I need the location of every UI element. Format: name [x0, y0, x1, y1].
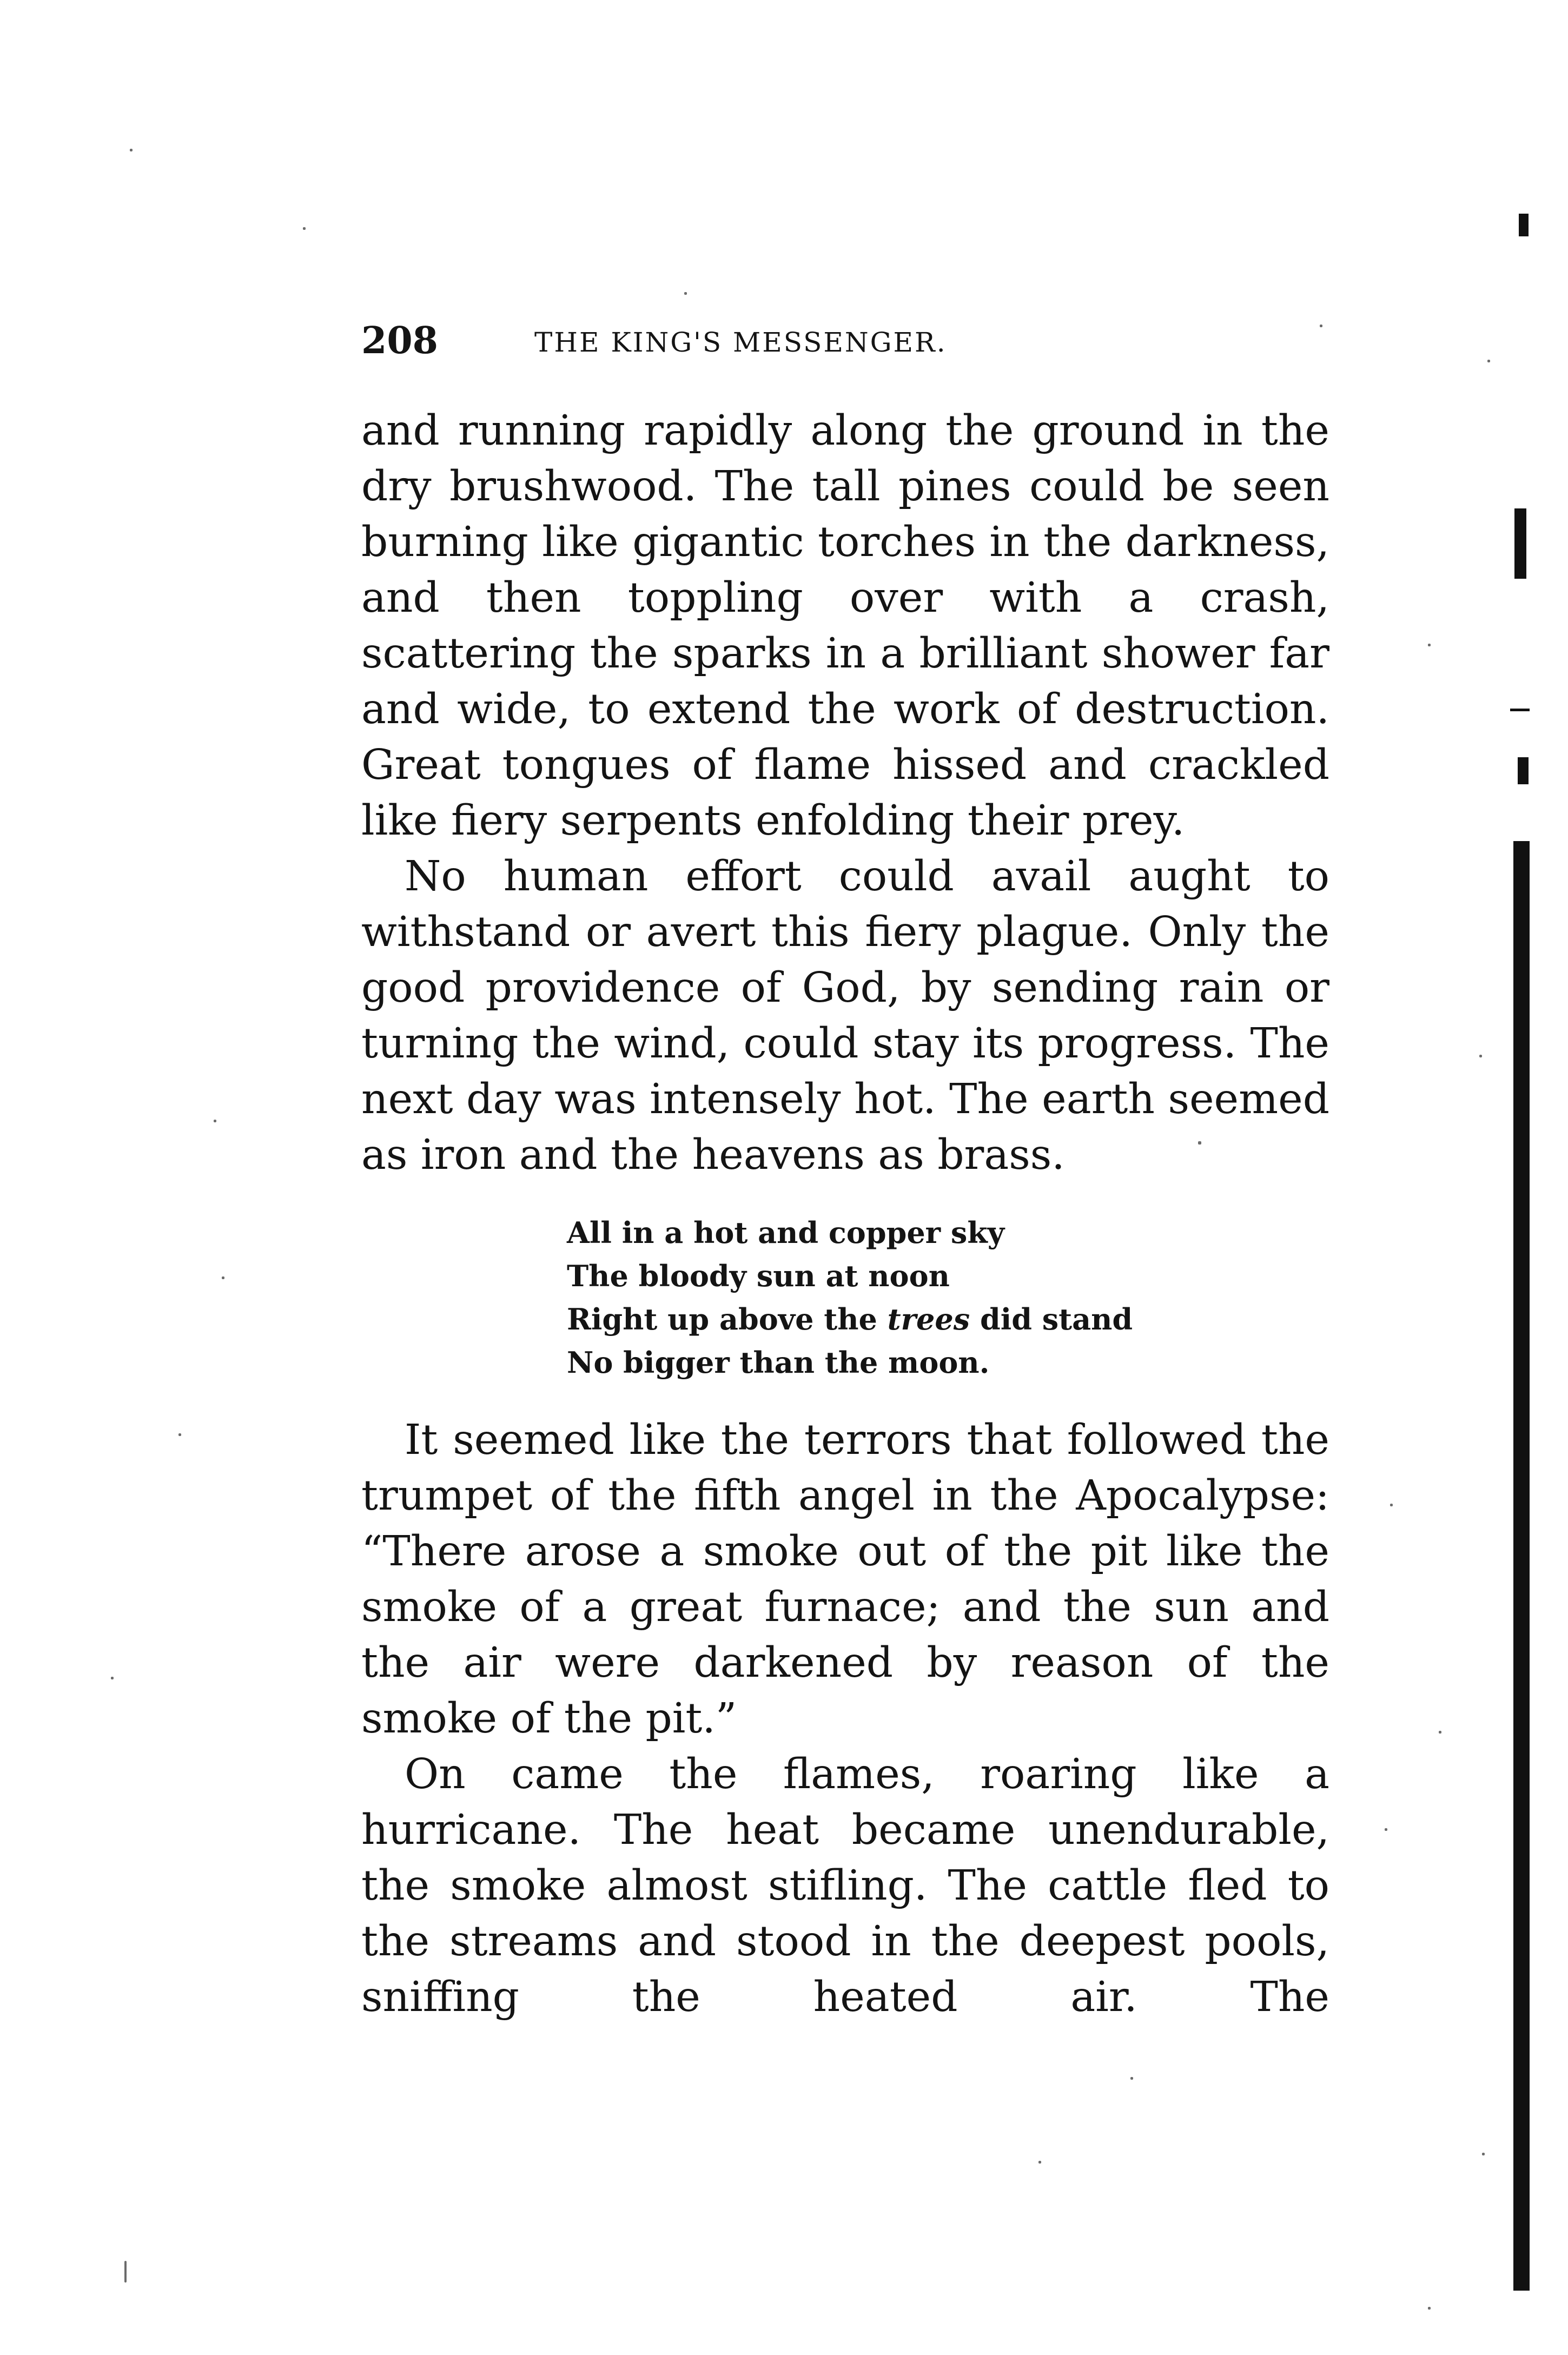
paragraph-1: and running rapidly along the ground in the dry brushwood. The tall pines could be seen burning like gigantic torches in the darkness, and then toppling over with a crash, scattering the sparks in a brilliant shower far and wide, to extend the work of destruction. Great tongues of flame hissed and crackled like fiery serpents enfolding their prey.: [361, 407, 1329, 845]
verse-quotation: [567, 1211, 1329, 1384]
scan-speck: [1038, 2161, 1041, 2164]
scan-speck: [178, 1433, 181, 1436]
scan-speck: [1428, 644, 1431, 646]
scan-speck: [222, 1276, 224, 1279]
running-title: THE KING'S MESSENGER.: [534, 327, 947, 358]
verse-line-3: [567, 1298, 1329, 1341]
scan-speck: [1487, 360, 1490, 362]
scan-speck: [303, 227, 306, 230]
page-number: 208: [361, 319, 438, 362]
scan-mark-long-bar: [1513, 841, 1530, 2291]
verse-line-3-end: did stand: [970, 1302, 1133, 1337]
scan-speck: [1439, 1731, 1441, 1734]
scan-mark-dash: [1510, 709, 1530, 711]
verse-line-2: The bloody sun at noon: [567, 1259, 950, 1293]
scan-speck: [1320, 325, 1322, 327]
scan-speck: [684, 292, 687, 295]
verse-line-3-emphasis: trees: [887, 1302, 970, 1337]
scan-mark-block: [1518, 757, 1529, 784]
paragraph-2: No human effort could avail aught to withstand or avert this fiery plague. Only the good providence of God, by sending rain or turning the wind, could stay its progress. The next day was intensely hot. The earth seemed as iron and the heavens as brass.: [361, 852, 1329, 1179]
verse-line-4: No bigger than the moon.: [567, 1345, 990, 1380]
scan-speck: [214, 1120, 216, 1122]
running-head: [361, 316, 1335, 365]
verse-line-3-start: Right up above the: [567, 1302, 888, 1337]
scan-speck: [1390, 1504, 1393, 1506]
body-text: [361, 403, 1329, 2025]
scan-mark-top: [1519, 214, 1529, 236]
paragraph-3: It seemed like the terrors that followed the trumpet of the fifth angel in the Apocalypse: “There arose a smoke out of the pit like the smoke of a great furnace; and the sun and the air were darkened by reason of the smoke of the pit.”: [361, 1416, 1329, 1743]
scan-speck: [1479, 1055, 1482, 1057]
scan-speck: [1385, 1828, 1387, 1831]
scan-speck: [1198, 1141, 1201, 1145]
scan-speck: [111, 1677, 114, 1679]
scan-mark-bar-1: [1514, 508, 1526, 579]
scan-speck: [1428, 2307, 1431, 2310]
scan-speck: [1482, 2153, 1485, 2155]
verse-line-1: All in a hot and copper sky: [567, 1215, 1005, 1250]
paragraph-4: On came the flames, roaring like a hurricane. The heat became unendurable, the smoke almost stifling. The cattle fled to the streams and stood in the deepest pools, sniffing the heated air. The: [361, 1750, 1329, 2021]
scan-speck: [130, 149, 133, 151]
scan-speck: [1130, 2077, 1133, 2080]
scan-speck: [124, 2261, 127, 2283]
